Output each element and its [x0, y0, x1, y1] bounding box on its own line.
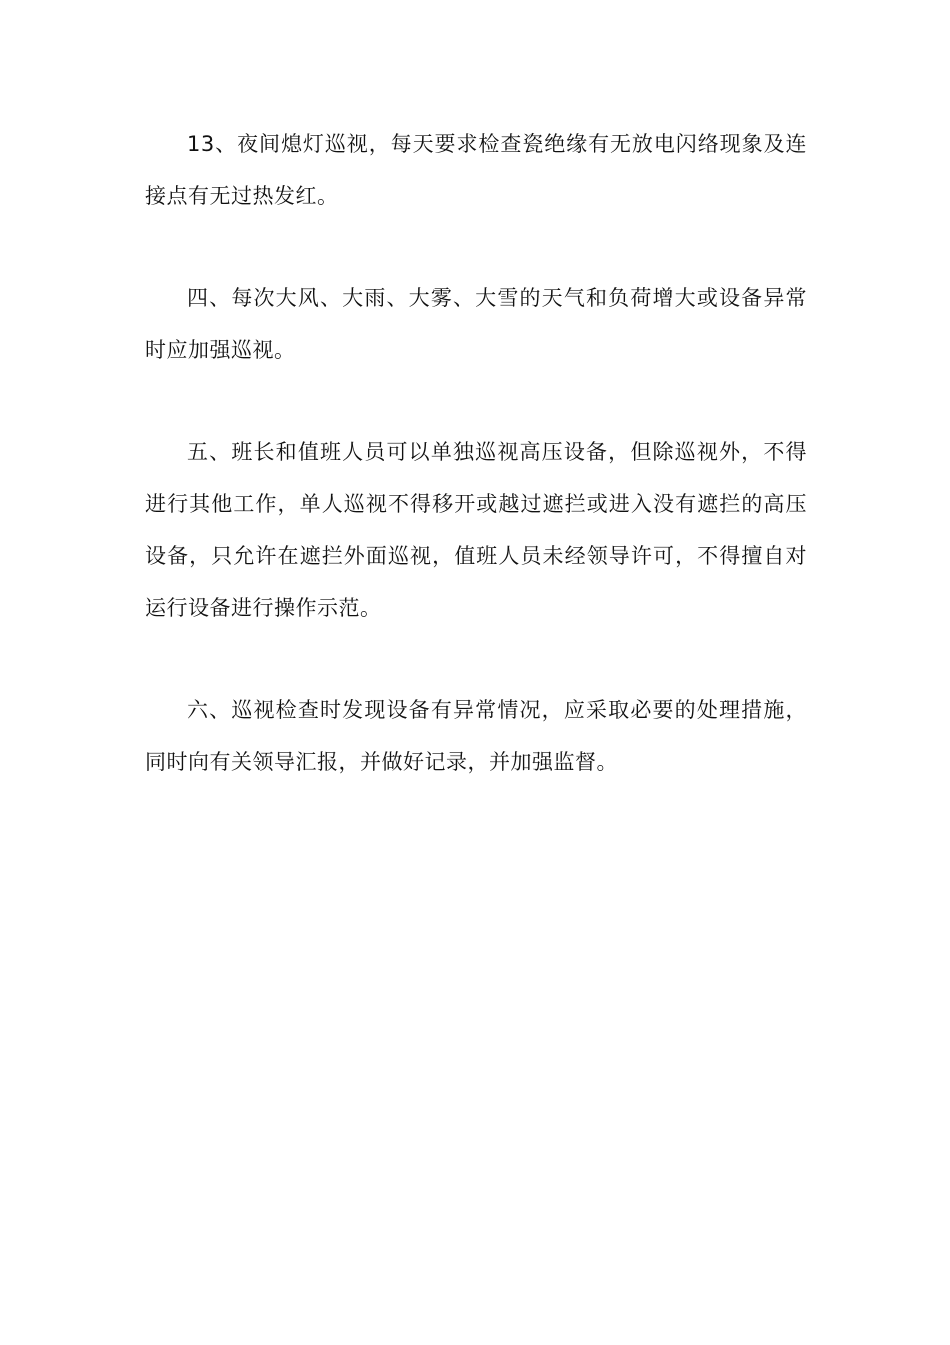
paragraph-spacer [145, 222, 807, 272]
paragraph-solo-inspection-rules: 五、班长和值班人员可以单独巡视高压设备，但除巡视外，不得进行其他工作，单人巡视不得移开或越过遮拦或进入没有遮拦的高压设备，只允许在遮拦外面巡视，值班人员未经领导许可，不得擅自对运行设备进行操作示范。 [145, 440, 807, 620]
paragraph-abnormal-handling: 六、巡视检查时发现设备有异常情况，应采取必要的处理措施，同时向有关领导汇报，并做好记录，并加强监督。 [145, 698, 807, 774]
paragraph-spacer [145, 634, 807, 684]
paragraph-weather-inspection: 四、每次大风、大雨、大雾、大雪的天气和负荷增大或设备异常时应加强巡视。 [145, 286, 807, 362]
paragraph-spacer [145, 376, 807, 426]
document-body [145, 118, 807, 788]
paragraph-night-inspection: 13、夜间熄灯巡视，每天要求检查瓷绝缘有无放电闪络现象及连接点有无过热发红。 [145, 132, 807, 208]
